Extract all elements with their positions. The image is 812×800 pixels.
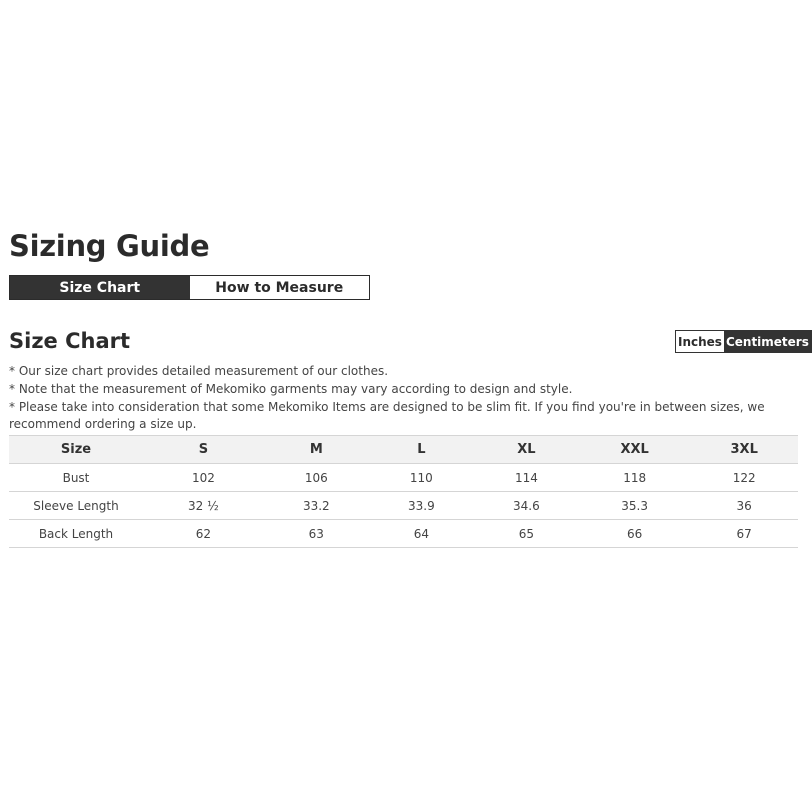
table-cell: 33.9 <box>369 492 474 520</box>
row-label: Sleeve Length <box>9 492 143 520</box>
table-cell: 110 <box>369 464 474 492</box>
table-cell: 65 <box>474 520 579 548</box>
table-cell: 63 <box>264 520 369 548</box>
table-cell: 33.2 <box>264 492 369 520</box>
tab-how-to-measure[interactable]: How to Measure <box>190 276 370 299</box>
section-title: Size Chart <box>9 329 131 353</box>
table-cell: 36 <box>690 492 798 520</box>
table-cell: 67 <box>690 520 798 548</box>
table-cell: 62 <box>143 520 264 548</box>
unit-toggle <box>675 330 812 353</box>
table-header-row <box>9 436 798 464</box>
table-cell: 66 <box>579 520 690 548</box>
table-cell: 122 <box>690 464 798 492</box>
table-cell: 102 <box>143 464 264 492</box>
column-header: M <box>264 436 369 464</box>
column-header: S <box>143 436 264 464</box>
table-cell: 114 <box>474 464 579 492</box>
table-cell: 106 <box>264 464 369 492</box>
row-label: Bust <box>9 464 143 492</box>
sizing-tabs <box>9 275 370 300</box>
note-variation: * Note that the measurement of Mekomiko garments may vary according to design and style. <box>9 382 573 396</box>
unit-inches-button[interactable]: Inches <box>676 331 724 352</box>
table-row-back-length <box>9 520 798 548</box>
table-row-bust <box>9 464 798 492</box>
row-label: Back Length <box>9 520 143 548</box>
tab-size-chart[interactable]: Size Chart <box>10 276 190 299</box>
note-measurement: * Our size chart provides detailed measurement of our clothes. <box>9 364 389 378</box>
table-row-sleeve-length <box>9 492 798 520</box>
note-slim-fit: * Please take into consideration that some Mekomiko Items are designed to be slim fit. If you find you're in between sizes, we recommend ordering a size up. <box>9 400 765 431</box>
table-cell: 118 <box>579 464 690 492</box>
table-cell: 35.3 <box>579 492 690 520</box>
page-title: Sizing Guide <box>9 229 210 263</box>
size-notes <box>9 363 801 434</box>
column-header: L <box>369 436 474 464</box>
column-header: Size <box>9 436 143 464</box>
size-table <box>9 435 798 548</box>
table-cell: 32 ½ <box>143 492 264 520</box>
table-cell: 34.6 <box>474 492 579 520</box>
column-header: XL <box>474 436 579 464</box>
column-header: XXL <box>579 436 690 464</box>
unit-centimeters-button[interactable]: Centimeters <box>724 331 811 352</box>
table-cell: 64 <box>369 520 474 548</box>
column-header: 3XL <box>690 436 798 464</box>
